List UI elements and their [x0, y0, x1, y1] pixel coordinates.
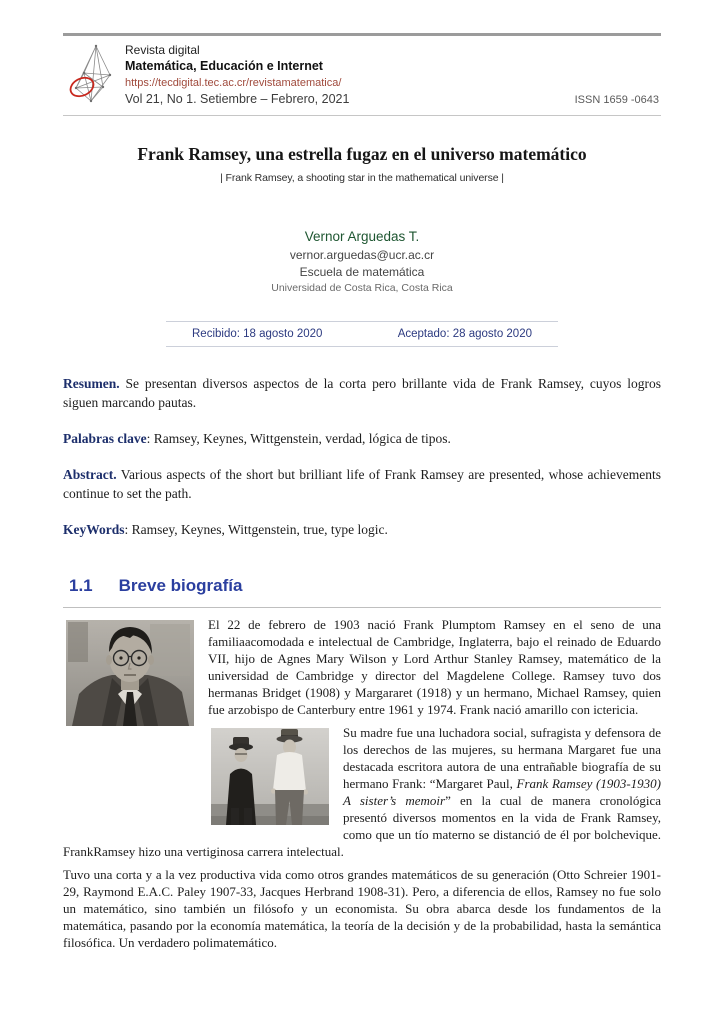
biography-body [63, 616, 661, 951]
keywords-spanish [63, 429, 661, 448]
book-title-italic: Frank Ramsey (1903-1930) A sister’s memoir [343, 776, 661, 808]
two-men-outdoors-photo [211, 728, 329, 825]
abstract-spanish [63, 374, 661, 412]
keywords-english [63, 520, 661, 539]
biography-paragraph-1-text: El 22 de febrero de 1903 nació Frank Plumptom Ramsey en el seno de una familiaacomodada e intelectual de Cambridge, Inglaterra, bajo el reinado de Eduardo VII, hijo de Agnes Mary Wilson y Lord Arthur Stanley Ramsey, matemático de la universidad de Cambridge y director del Magdelene College. Ramsey tuvo dos hermanas Bridget (1908) y Margararet (1918) y un hermano, Michael Ramsey, quien fue arzobispo de Canterbury entre 1961 y 1974. Frank nació amarillo con ictericia. [208, 617, 661, 717]
received-date: Recibido: 18 agosto 2020 [192, 328, 323, 340]
dates-bar [166, 321, 558, 347]
article-subtitle-english: | Frank Ramsey, a shooting star in the mathematical universe | [220, 172, 504, 184]
author-block [63, 228, 661, 296]
abstract-spanish-text: Se presentan diversos aspectos de la corta pero brillante vida de Frank Ramsey, cuyos logros siguen marcando pautas. [63, 376, 661, 410]
section-divider-rule [63, 607, 661, 608]
logo-red-circle [69, 74, 96, 100]
author-school: Escuela de matemática [299, 265, 425, 279]
biography-paragraph-2 [63, 724, 661, 860]
journal-logo-network-graph-icon [69, 43, 113, 105]
keywords-english-text: : Ramsey, Keynes, Wittgenstein, true, type logic. [124, 522, 388, 537]
biography-paragraph-1 [63, 616, 661, 718]
abstract-english [63, 465, 661, 503]
journal-header-text [125, 42, 349, 108]
accepted-date: Aceptado: 28 agosto 2020 [397, 328, 532, 340]
biography-paragraph-3 [63, 866, 661, 951]
section-number: 1.1 [69, 576, 93, 595]
issn-number: ISSN 1659 -0643 [574, 94, 659, 106]
author-name: Vernor Arguedas T. [304, 229, 420, 244]
abstract-english-label: Abstract. [63, 467, 117, 482]
abstract-english-text: Various aspects of the short but brilliant life of Frank Ramsey are presented, whose achievements continue to set the path. [63, 467, 661, 501]
keywords-spanish-label: Palabras clave [63, 431, 147, 446]
section-title: Breve biografía [118, 576, 243, 595]
journal-header [63, 33, 661, 116]
frank-ramsey-portrait-photo [66, 620, 194, 726]
journal-name-line2: Matemática, Educación e Internet [125, 59, 323, 73]
article-title: Frank Ramsey, una estrella fugaz en el universo matemático [137, 144, 587, 164]
author-email-link[interactable]: vernor.arguedas@ucr.ac.cr [289, 248, 435, 262]
journal-url-link[interactable]: https://tecdigital.tec.ac.cr/revistamatematica/ [125, 77, 342, 89]
keywords-spanish-text: : Ramsey, Keynes, Wittgenstein, verdad, lógica de tipos. [146, 431, 451, 446]
keywords-english-label: KeyWords [63, 522, 125, 537]
author-university: Universidad de Costa Rica, Costa Rica [271, 282, 453, 294]
biography-paragraph-3-text: Tuvo una corta y a la vez productiva vida como otros grandes matemáticos de su generación (Otto Schreier 1901-29, Raymond E.A.C. Paley 1907-33, Jacques Herbrand 1908-31). Pero, a diferencia de ellos, Ramsey no fue solo un matemático, sino también un filósofo y un economista. Su obra abarca desde los fundamentos de la matemática, pasando por la economía matemática, la teoría de la decisión y de la probabilidad, hasta la semántica filosófica. Un verdadero polimatemático. [63, 867, 661, 950]
section-heading [63, 576, 661, 596]
abstract-spanish-label: Resumen. [63, 376, 120, 391]
biography-paragraph-2-text: Su madre fue una luchadora social, sufragista y defensora de los derechos de las mujeres, su hermana Margaret fue una destacada escritora autora de una entrañable biografía de su hermano Frank: “Margaret Paul, [343, 725, 661, 791]
journal-name-line1: Revista digital [125, 43, 200, 57]
biography-paragraph-2-text-continued: ” en la cual de manera cronológica presentó diversos momentos en la vida de Frank Ramsey, como que un tío materno se distanció de él por bolchevique. FrankRamsey hizo una vertiginosa carrera intelectual. [63, 793, 661, 859]
volume-issue-line: Vol 21, No 1. Setiembre – Febrero, 2021 [125, 92, 350, 106]
